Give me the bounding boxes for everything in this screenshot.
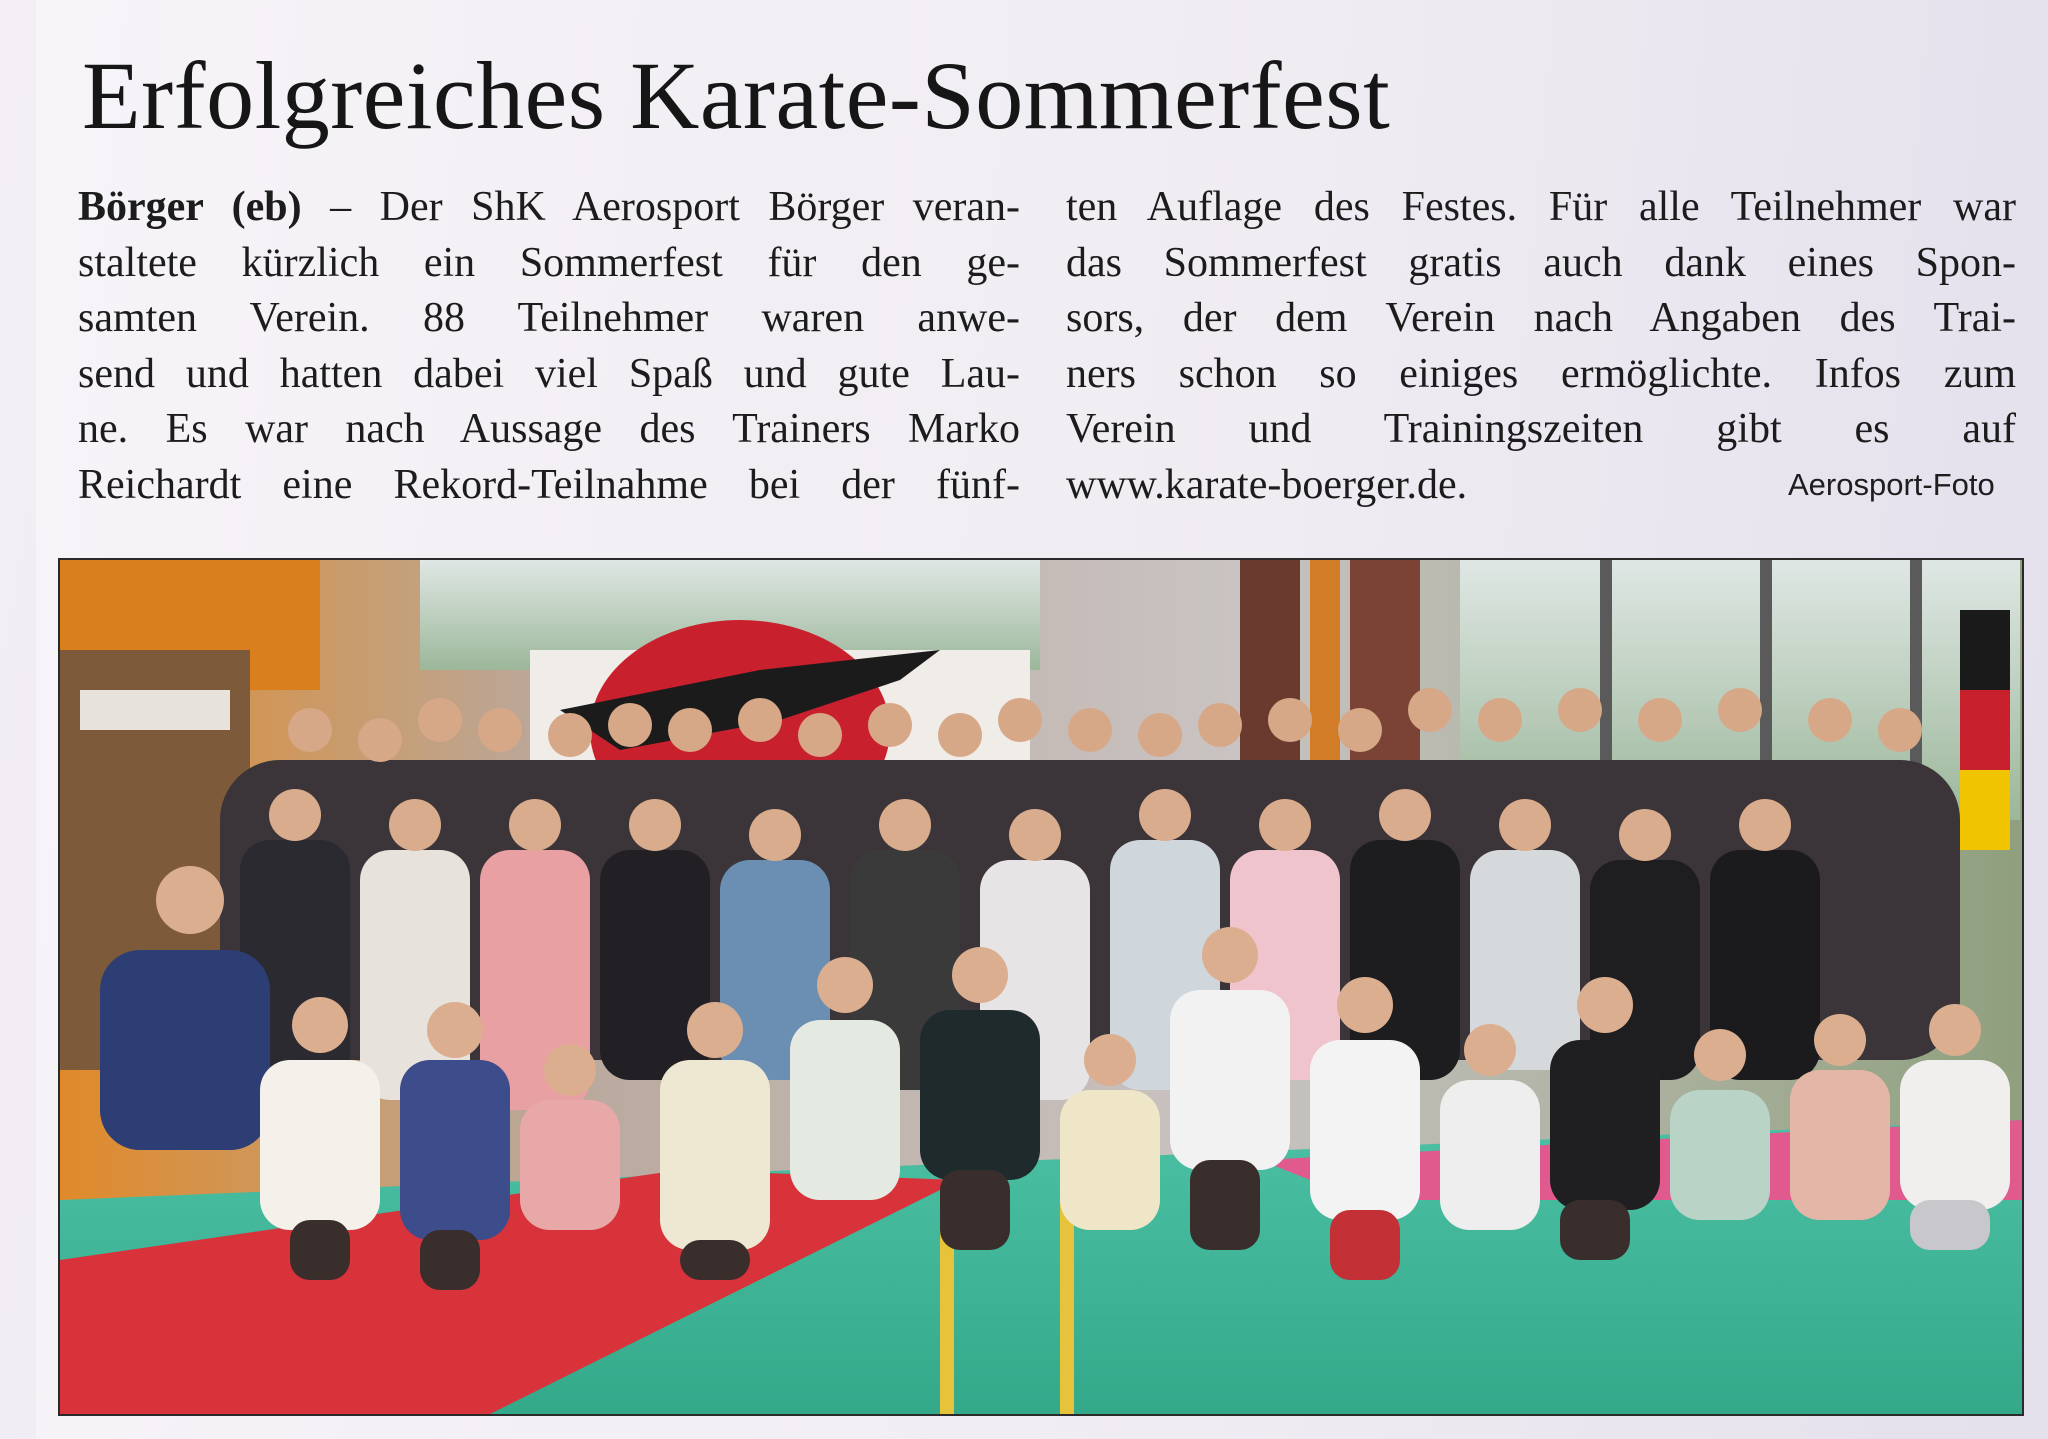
article-headline: Erfolgreiches Karate-Sommerfest	[82, 42, 1391, 149]
article-line: staltete kürzlich ein Sommerfest für den ge-	[78, 239, 1020, 286]
photo-credit: Aerosport-Foto	[1788, 467, 1995, 502]
article-line: www.karate-boerger.de.	[1066, 461, 1468, 508]
article-line	[78, 180, 1020, 236]
article-line: Verein und Trainingszeiten gibt es auf	[1066, 406, 2016, 452]
article-line: sors, der dem Verein nach Angaben des Trai-	[1066, 295, 2016, 341]
article-line: Reichardt eine Rekord-Teilnahme bei der fünf-	[78, 461, 1020, 508]
article-line: ten Auflage des Festes. Für alle Teilnehmer war	[1066, 184, 2016, 230]
group-photo	[58, 558, 2024, 1416]
article-column-right	[1066, 180, 2016, 513]
article-dateline: Börger (eb)	[78, 184, 302, 230]
article-line: samten Verein. 88 Teilnehmer waren anwe-	[78, 295, 1020, 341]
article-line: ners schon so einiges ermöglichte. Infos zum	[1066, 350, 2016, 397]
article-line: ne. Es war nach Aussage des Trainers Marko	[78, 406, 1020, 452]
article-line: send und hatten dabei viel Spaß und gute Lau-	[78, 350, 1020, 397]
national-flag	[1960, 610, 2010, 850]
article-line: das Sommerfest gratis auch dank eines Spon-	[1066, 239, 2016, 286]
article-column-left	[78, 180, 1020, 513]
article-line-text: – Der ShK Aerosport Börger veran-	[301, 184, 1021, 230]
